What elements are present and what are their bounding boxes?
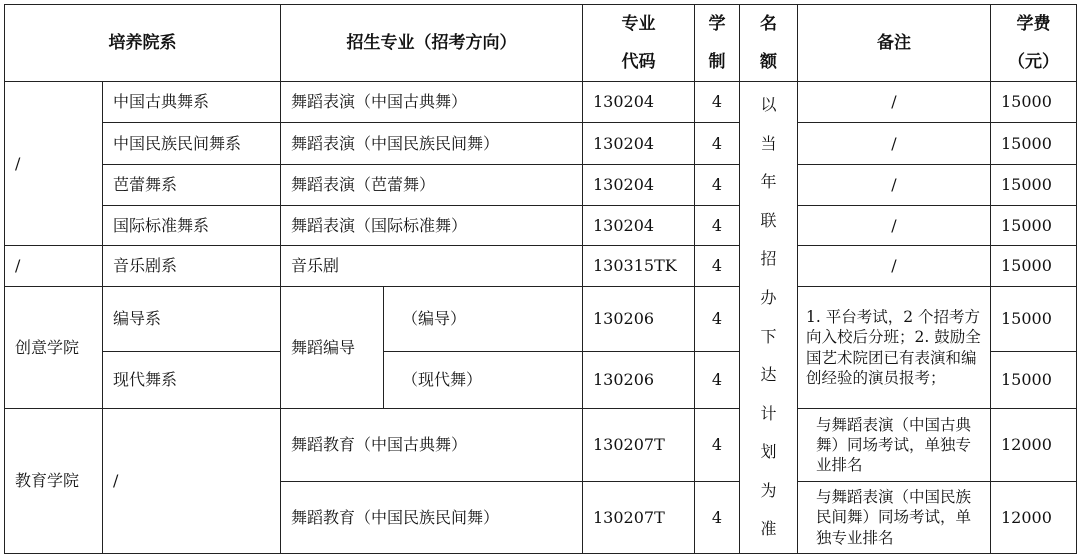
table-header-row <box>5 5 1077 82</box>
table-row <box>5 206 1077 246</box>
header-remarks: 备注 <box>798 5 991 82</box>
dept-cell: 中国古典舞系 <box>103 82 281 123</box>
remark-cell: / <box>798 246 991 287</box>
fee-cell: 15000 <box>991 123 1077 165</box>
major-cell: 舞蹈表演（国际标准舞） <box>281 206 583 246</box>
code-cell: 130206 <box>583 352 695 409</box>
direction-cell: （现代舞） <box>384 352 583 409</box>
code-cell: 130204 <box>583 165 695 206</box>
remark-cell: 与舞蹈表演（中国民族民间舞）同场考试，单独专业排名 <box>798 482 991 554</box>
table-row <box>5 82 1077 123</box>
years-cell: 4 <box>695 482 740 554</box>
dept-cell: / <box>103 409 281 554</box>
code-cell: 130207T <box>583 409 695 482</box>
fee-cell: 15000 <box>991 82 1077 123</box>
code-cell: 130204 <box>583 123 695 165</box>
table-row <box>5 123 1077 165</box>
header-years: 学 制 <box>695 5 740 82</box>
college-cell: 教育学院 <box>5 409 103 554</box>
years-cell: 4 <box>695 287 740 352</box>
direction-cell: （编导） <box>384 287 583 352</box>
remark-cell: / <box>798 82 991 123</box>
college-cell: / <box>5 82 103 246</box>
years-cell: 4 <box>695 246 740 287</box>
years-cell: 4 <box>695 352 740 409</box>
code-cell: 130315TK <box>583 246 695 287</box>
years-cell: 4 <box>695 206 740 246</box>
header-fee: 学费 （元） <box>991 5 1077 82</box>
major-cell: 音乐剧 <box>281 246 583 287</box>
code-cell: 130204 <box>583 82 695 123</box>
major-cell: 舞蹈编导 <box>281 287 384 409</box>
dept-cell: 中国民族民间舞系 <box>103 123 281 165</box>
dept-cell: 国际标准舞系 <box>103 206 281 246</box>
table-row <box>5 287 1077 352</box>
remark-cell: / <box>798 206 991 246</box>
header-college: 培养院系 <box>5 5 281 82</box>
dept-cell: 编导系 <box>103 287 281 352</box>
fee-cell: 15000 <box>991 352 1077 409</box>
header-major: 招生专业（招考方向） <box>281 5 583 82</box>
fee-cell: 15000 <box>991 287 1077 352</box>
table-row <box>5 409 1077 482</box>
fee-cell: 15000 <box>991 165 1077 206</box>
major-cell: 舞蹈表演（中国古典舞） <box>281 82 583 123</box>
admissions-table <box>4 4 1077 554</box>
remark-cell: / <box>798 123 991 165</box>
major-cell: 舞蹈教育（中国古典舞） <box>281 409 583 482</box>
remark-cell: 与舞蹈表演（中国古典舞）同场考试，单独专业排名 <box>798 409 991 482</box>
dept-cell: 现代舞系 <box>103 352 281 409</box>
years-cell: 4 <box>695 165 740 206</box>
major-cell: 舞蹈表演（芭蕾舞） <box>281 165 583 206</box>
years-cell: 4 <box>695 409 740 482</box>
fee-cell: 15000 <box>991 246 1077 287</box>
table-row <box>5 165 1077 206</box>
dept-cell: 音乐剧系 <box>103 246 281 287</box>
college-cell: / <box>5 246 103 287</box>
quota-note-cell: 以 当 年 联 招 办 下 达 计 划 为 准 <box>740 82 798 554</box>
code-cell: 130206 <box>583 287 695 352</box>
major-cell: 舞蹈教育（中国民族民间舞） <box>281 482 583 554</box>
fee-cell: 12000 <box>991 409 1077 482</box>
header-quota: 名 额 <box>740 5 798 82</box>
major-cell: 舞蹈表演（中国民族民间舞） <box>281 123 583 165</box>
years-cell: 4 <box>695 123 740 165</box>
remark-cell: / <box>798 165 991 206</box>
remark-cell: 1. 平台考试，2 个招考方向入校后分班；2. 鼓励全国艺术院团已有表演和编创经验的演员报考； <box>798 287 991 409</box>
fee-cell: 12000 <box>991 482 1077 554</box>
code-cell: 130207T <box>583 482 695 554</box>
dept-cell: 芭蕾舞系 <box>103 165 281 206</box>
college-cell: 创意学院 <box>5 287 103 409</box>
table-row <box>5 246 1077 287</box>
code-cell: 130204 <box>583 206 695 246</box>
years-cell: 4 <box>695 82 740 123</box>
header-code: 专业 代码 <box>583 5 695 82</box>
fee-cell: 15000 <box>991 206 1077 246</box>
